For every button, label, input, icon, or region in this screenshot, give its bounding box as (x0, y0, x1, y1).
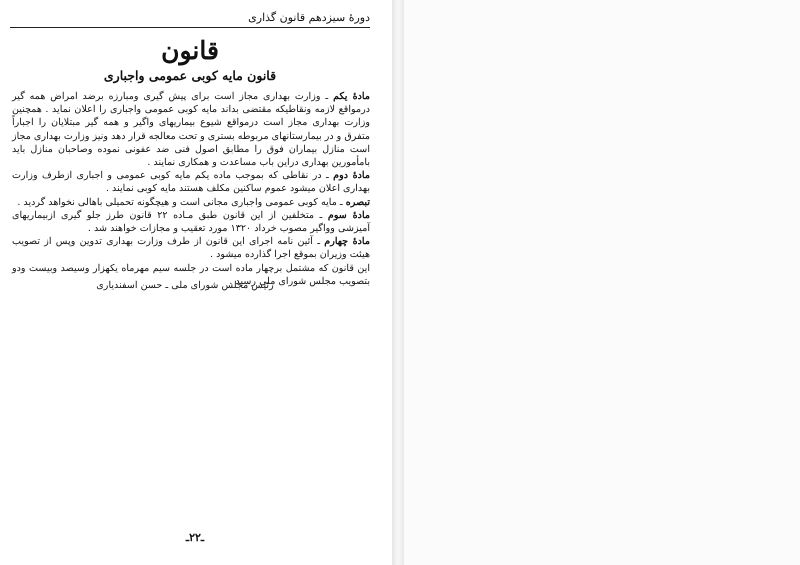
article-1-heading: مادهٔ یکم (333, 91, 370, 102)
law-title: قانون (161, 36, 219, 65)
article-3 (12, 209, 370, 235)
book-gutter (392, 0, 404, 565)
note-heading: تبصره (345, 196, 370, 208)
note-text: ـ مایه کوبی عمومی واجباری مجانی است و هیچگونه تحمیلی باهالی نخواهد گردید . (17, 196, 346, 208)
article-3-heading: مادهٔ سوم (327, 209, 371, 221)
article-4-text: ـ آئین نامه اجرای این قانون از طرف وزارت بهداری تدوین وپس از تصویب هیئت وزیران بموقع اجرا گذارده میشود . (12, 236, 370, 261)
article-2 (12, 169, 370, 195)
article-2-text: ـ در نقاطی که بموجب ماده یکم مایه کوبی عمومی و اجباری ازطرف وزارت بهداری اعلان میشود عموم ساکنین مکلف هستند مایه کوبی نمایند . (12, 170, 370, 195)
article-4 (12, 235, 370, 261)
signature-line: رئیس مجلس شورای ملی ـ حسن اسفندیاری (96, 280, 274, 291)
article-1 (12, 90, 370, 169)
article-3-text: ـ متخلفین از این قانون طبق مـاده ۲۲ قانون طرز جلو گیری ازبیماریهای آمیزشی وواگیر مصوب خرداد ۱۳۲۰ مورد تعقیب و مجازات خواهند شد . (12, 209, 370, 235)
article-4-heading: مادهٔ چهارم (324, 236, 370, 248)
running-head: دورهٔ سیزدهم قانون گذاری (10, 9, 370, 28)
law-subtitle: قانون مایه کوبی عمومی واجباری (103, 68, 277, 83)
article-1-text: ـ وزارت بهداری مجاز است برای پیش گیری ومبارزه برضد امراض همه گیر درمواقع لازمه ونقاطیکه مقتضی بداند مایه کوبی عمومی واجباری را اعلان نماید . همچنین وزارت بهداری مجاز است درمواقع شیوع بیماریهای واگیر و همه گیر مبتلایان را اجباراً متفرق و در بیمارستانهای مربوطه بستری و تحت معالجه قرار دهد ونیز وزارت بهداری مجاز است منازل بیماران فوق را مطابق اصول فنی ضد عفونی نموده وصاحبان منازل باید بامأمورین بهداری دراین باب مساعدت و همکاری نمایند . (12, 91, 370, 169)
page-number: ـ۲۲ـ (185, 531, 205, 544)
left-page (0, 0, 392, 565)
note (12, 196, 370, 209)
ratification-text: این قانون که مشتمل برچهار ماده است در جلسه سیم مهرماه یکهزار وسیصد وبیست ودو بتصویب مجلس شورای ملی رسید . (12, 262, 370, 287)
right-page-blank (404, 0, 800, 565)
article-2-heading: مادهٔ دوم (333, 170, 370, 182)
law-body (12, 90, 370, 288)
